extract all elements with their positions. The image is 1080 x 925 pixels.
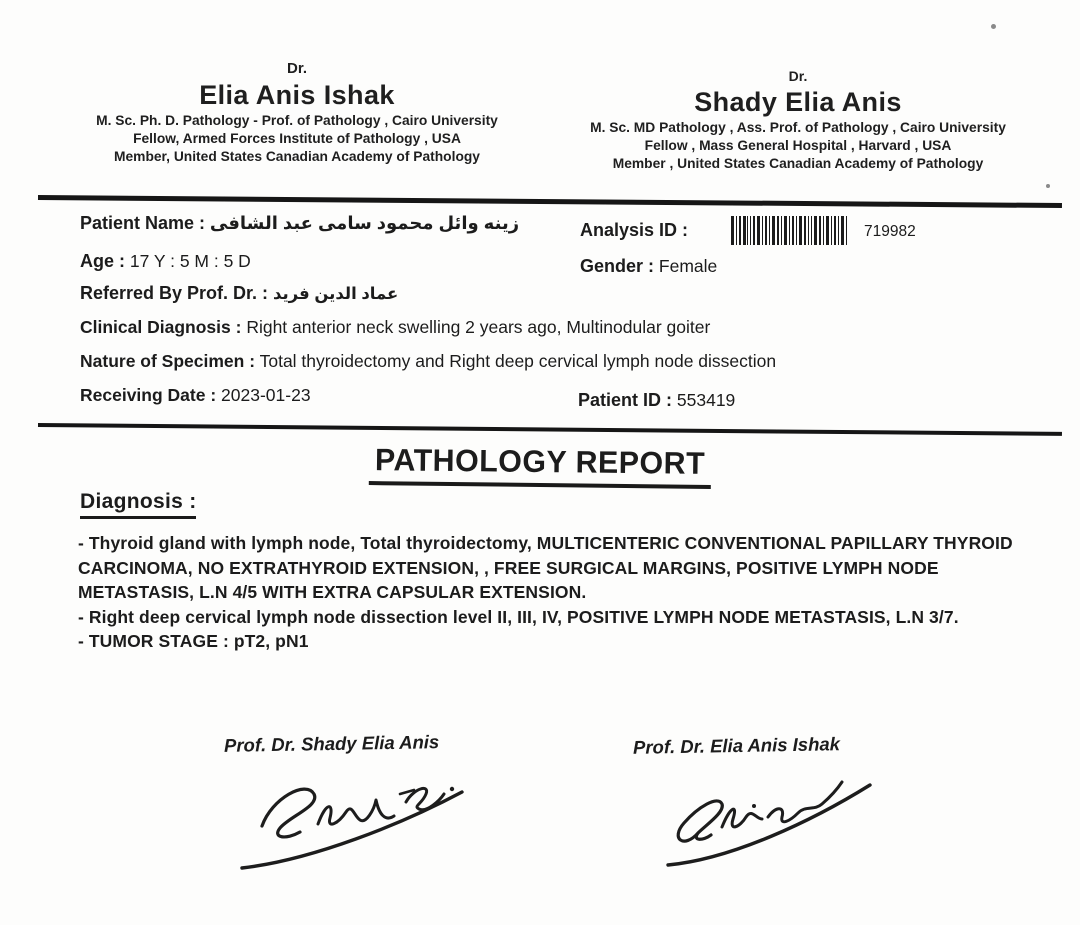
doctor-block-left xyxy=(58,60,536,166)
doctor-credential: Fellow , Mass General Hospital , Harvard , USA xyxy=(644,138,952,153)
clinical-diagnosis-label: Clinical Diagnosis : xyxy=(80,317,242,337)
report-title-wrap xyxy=(365,442,714,489)
gender-value: Female xyxy=(658,256,718,276)
section-divider-line xyxy=(38,423,1062,435)
doctor-credential: Fellow, Armed Forces Institute of Pathology , USA xyxy=(133,131,461,146)
patient-id-label: Patient ID : xyxy=(578,390,673,410)
doctor-prefix: Dr. xyxy=(286,60,307,77)
patient-name-label: Patient Name : xyxy=(80,213,206,233)
patient-id-value: 553419 xyxy=(676,390,736,410)
gender-row xyxy=(580,256,717,277)
doctor-name: Elia Anis Ishak xyxy=(199,80,395,110)
report-title: PATHOLOGY REPORT xyxy=(369,442,711,489)
diagnosis-item: - Right deep cervical lymph node dissection level II, III, IV, POSITIVE LYMPH NODE METASTASIS, L.N 3/7. xyxy=(78,606,959,627)
specimen-row xyxy=(80,351,776,372)
receiving-date-label: Receiving Date : xyxy=(80,385,217,405)
doctor-credential: M. Sc. MD Pathology , Ass. Prof. of Pathology , Cairo University xyxy=(590,120,1006,135)
age-row xyxy=(80,251,251,272)
diagnosis-heading: Diagnosis : xyxy=(80,490,196,519)
scan-speck xyxy=(1046,184,1050,188)
doctor-credential: M. Sc. Ph. D. Pathology - Prof. of Pathology , Cairo University xyxy=(96,113,498,128)
doctor-block-right xyxy=(556,68,1040,173)
gender-label: Gender : xyxy=(580,256,655,276)
analysis-id-barcode xyxy=(731,216,847,245)
diagnosis-heading-wrap xyxy=(80,490,196,519)
clinical-diagnosis-value: Right anterior neck swelling 2 years ago, Multinodular goiter xyxy=(246,317,711,337)
patient-id-row xyxy=(578,390,735,411)
signatory-name-left: Prof. Dr. Shady Elia Anis xyxy=(223,731,440,756)
specimen-label: Nature of Specimen : xyxy=(80,351,256,371)
analysis-id-value: 719982 xyxy=(864,223,916,240)
signature-right xyxy=(662,775,877,870)
header-divider-line xyxy=(38,195,1062,208)
clinical-diagnosis-row xyxy=(80,317,710,338)
specimen-value: Total thyroidectomy and Right deep cervical lymph node dissection xyxy=(259,351,777,371)
referred-by-label: Referred By Prof. Dr. : xyxy=(80,283,269,303)
doctor-credential: Member , United States Canadian Academy of Pathology xyxy=(612,156,984,171)
receiving-date-row xyxy=(80,385,311,406)
referred-by-value: عماد الدين فريد xyxy=(272,285,399,303)
doctor-prefix: Dr. xyxy=(788,68,808,84)
diagnosis-item: - Thyroid gland with lymph node, Total thyroidectomy, MULTICENTERIC CONVENTIONAL PAPILLARY THYROID CARCINOMA, NO EXTRATHYROID EXTENSION, , FREE SURGICAL MARGINS, POSITIVE LYMPH NODE METASTASIS, L.N 4/5 WITH EXTRA CAPSULAR EXTENSION. xyxy=(78,533,1013,602)
patient-name-row xyxy=(80,213,519,234)
doctor-name: Shady Elia Anis xyxy=(694,87,902,117)
diagnosis-body xyxy=(78,531,1030,654)
scan-speck xyxy=(991,24,996,29)
receiving-date-value: 2023-01-23 xyxy=(221,385,311,405)
doctor-credential: Member, United States Canadian Academy of Pathology xyxy=(114,149,480,164)
signatory-name-right: Prof. Dr. Elia Anis Ishak xyxy=(632,733,841,758)
age-label: Age : xyxy=(80,251,125,271)
analysis-id-label: Analysis ID : xyxy=(580,220,689,240)
signature-left xyxy=(232,772,472,877)
patient-name-value: زينه وائل محمود سامى عبد الشافى xyxy=(209,213,520,233)
analysis-id-label-wrap xyxy=(580,220,688,241)
age-value: 17 Y : 5 M : 5 D xyxy=(129,251,251,271)
diagnosis-item: - TUMOR STAGE : pT2, pN1 xyxy=(78,631,309,651)
referred-by-row xyxy=(80,283,398,304)
